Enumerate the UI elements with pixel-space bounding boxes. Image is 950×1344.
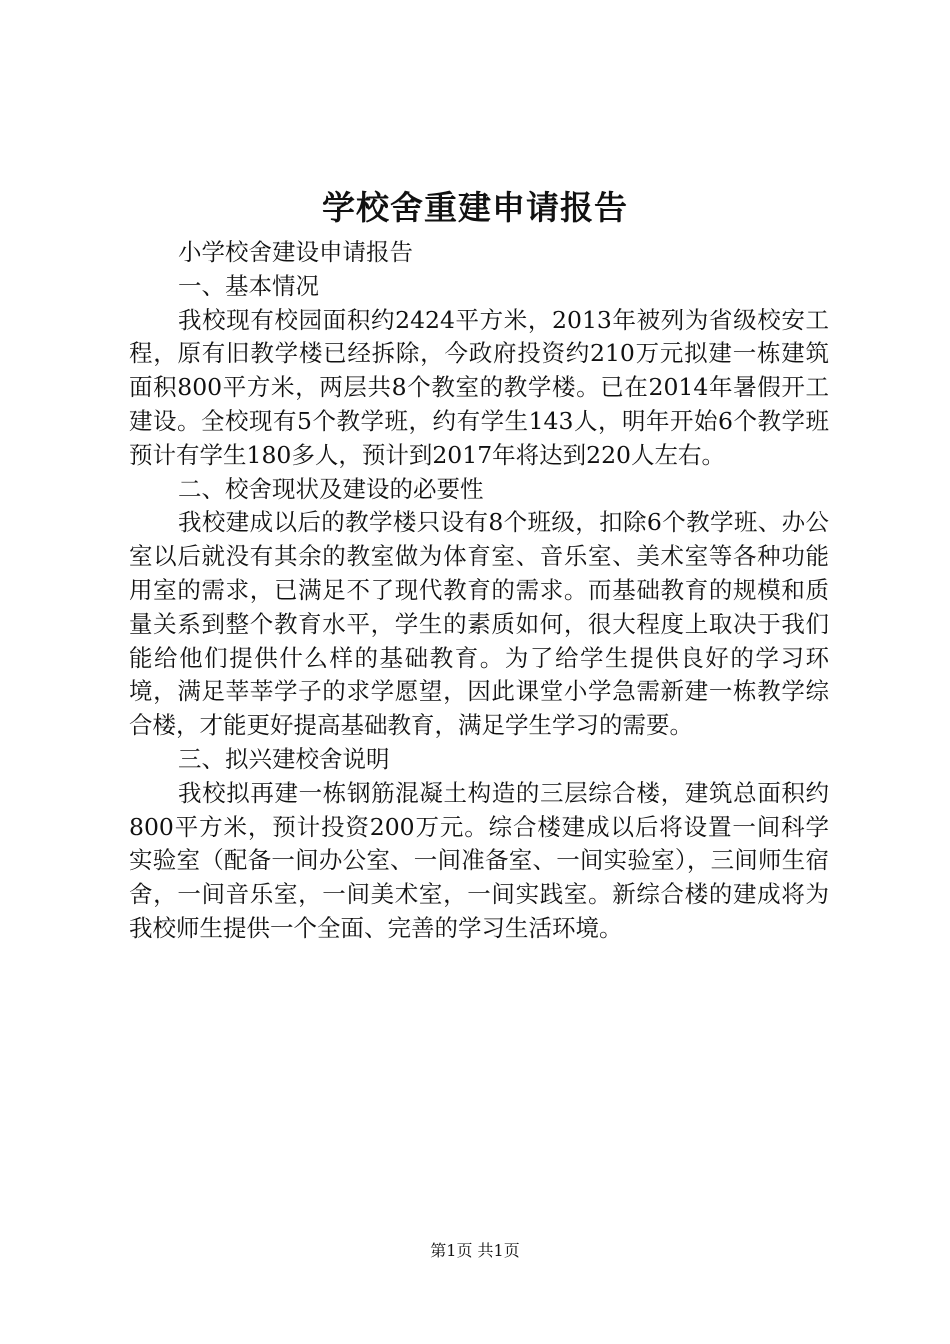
plan-paragraph: 我校拟再建一栋钢筋混凝土构造的三层综合楼，建筑总面积约800平方米，预计投资200万元。综合楼建成以后将设置一间科学实验室（配备一间办公室、一间准备室、一间实验室），三间师生宿舍，一间音乐室，一间美术室，一间实践室。新综合楼的建成将为我校师生提供一个全面、完善的学习生活环境。 (129, 778, 829, 942)
section-heading-plan: 三、拟兴建校舍说明 (178, 744, 390, 773)
document-title: 学校舍重建申请报告 (322, 188, 628, 227)
necessity-paragraph: 我校建成以后的教学楼只设有8个班级，扣除6个教学班、办公室以后就没有其余的教室做为体育室、音乐室、美术室等各种功能用室的需求，已满足不了现代教育的需求。而基础教育的规模和质量关系到整个教育水平，学生的素质如何，很大程度上取决于我们能给他们提供什么样的基础教育。为了给学生提供良好的学习环境，满足莘莘学子的求学愿望，因此课堂小学急需新建一栋教学综合楼，才能更好提高基础教育，满足学生学习的需要。 (129, 508, 829, 740)
page-footer: 第1页 共1页 (430, 1241, 520, 1260)
section-heading-basic-info: 一、基本情况 (178, 271, 319, 300)
document-body (129, 236, 829, 946)
section-heading-necessity: 二、校舍现状及建设的必要性 (178, 474, 484, 503)
basic-info-paragraph: 我校现有校园面积约2424平方米，2013年被列为省级校安工程，原有旧教学楼已经拆除，今政府投资约210万元拟建一栋建筑面积800平方米，两层共8个教室的教学楼。已在2014年暑假开工建设。全校现有5个教学班，约有学生143人，明年开始6个教学班预计有学生180多人，预计到2017年将达到220人左右。 (129, 305, 829, 469)
subtitle-paragraph: 小学校舍建设申请报告 (178, 238, 413, 266)
